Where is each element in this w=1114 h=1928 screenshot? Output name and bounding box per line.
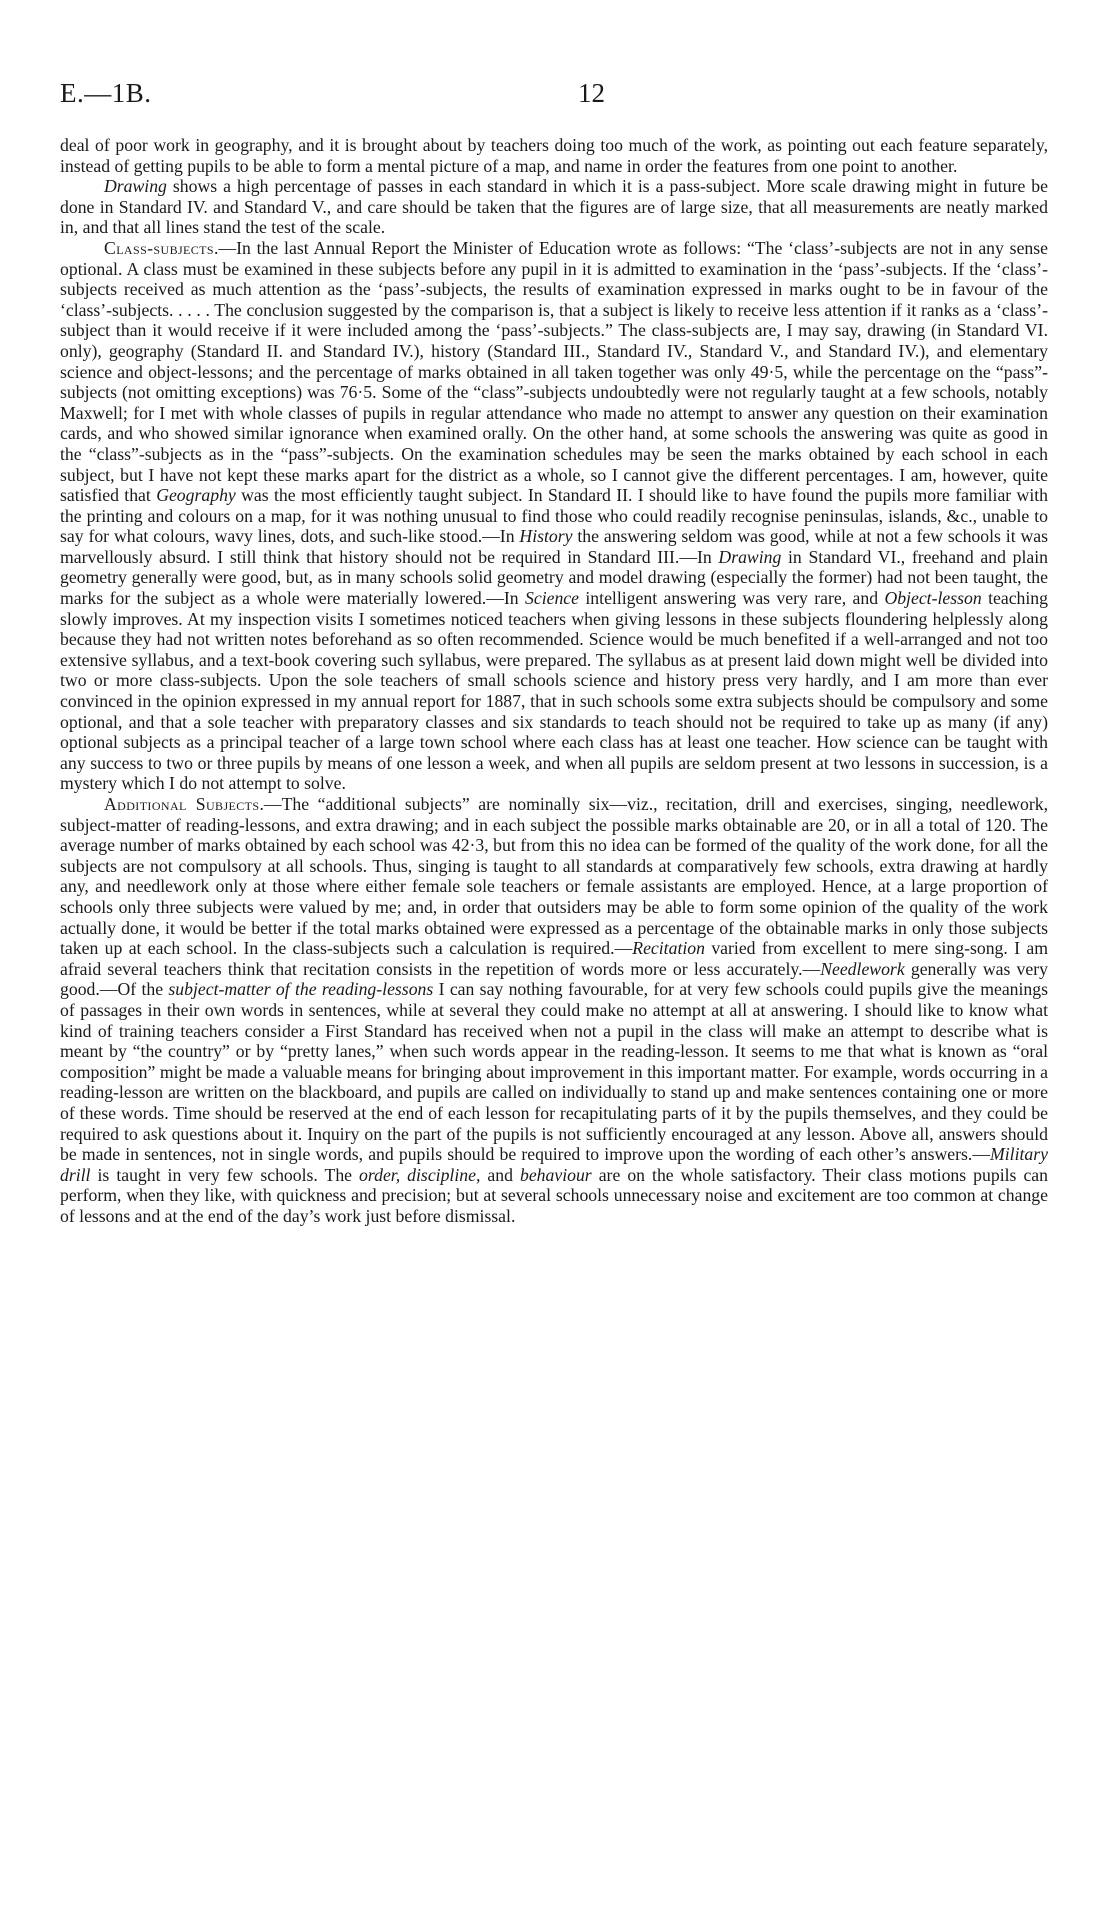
text-run: .—In the last Annual Report the Minister of Education wrote as follows: “The ‘class’-subjects are not in any sense optional. A class must be examined in these subjects before any pupil in it is admitted to examination in the ‘pass’-subjects. If the ‘class’-subjects received as much attention as the ‘pass’-subjects, the results of examination expressed in marks ought to be in favour of the ‘class’-subjects. . . . . The conclusion suggested by the comparison is, that a subject is likely to receive less attention if it ranks as a ‘class’-subject than it would receive if it were included among the ‘pass’-subjects.” The class-subjects are, I may say, drawing (in Standard VI. only), geography (Standard II. and Standard IV.), history (Standard III., Standard IV., Standard V., and Standard IV.), and elementary science and object-lessons; and the percentage of marks obtained in all taken together was only 49·5, while the percentage on the “pass”-subjects (not omitting exceptions) was 76·5. Some of the “class”-subjects undoubtedly were not regularly taught at a few schools, notably Maxwell; for I met with whole classes of pupils in regular attendance who made no attempt to answer any question on their examination cards, and who showed similar ignorance when examined orally. On the other hand, at some schools the answering was quite as good in the “class”-subjects as in the “pass”-subjects. On the examination schedules may be seen the marks obtained by each school in each subject, but I have not kept these marks apart for the district as a whole, so I cannot give the different percentages. I am, however, quite satisfied that — [60, 237, 1048, 506]
text-run: teaching slowly improves. At my inspection visits I sometimes noticed teachers when giving lessons in these subjects floundering helplessly along because they had not written notes beforehand as so often recommended. Science would be much benefited if a well-arranged and not too extensive syllabus, and a text-book covering such syllabus, were prepared. The syllabus as at present laid down might well be divided into two or more class-subjects. Upon the sole teachers of small schools science and history press very hardly, and I am more than ever convinced in the opinion expressed in my annual report for 1887, that in such schools some extra subjects should be compulsory and some optional, and that a sole teacher with preparatory classes and six standards to teach should not be required to take up as many (if any) optional subjects as a principal teacher of a large town school where each class has at least one teacher. How science can be taught with any success to two or three pupils by means of one lesson a week, and when all pupils are seldom present at two lessons in succession, is a mystery which I do not attempt to solve. — [60, 588, 1048, 794]
italic-term: Drawing — [718, 546, 782, 567]
page-number: 12 — [578, 78, 605, 108]
italic-term: behaviour — [519, 1164, 592, 1185]
text-run: varied from excellent to mere sing-song. I am afraid several teachers think that recitation consists in the repetition of words more or less accurately.— — [60, 938, 1048, 979]
text-run: intelligent answering was very rare, and — [579, 588, 885, 609]
italic-term: order, discipline, — [359, 1164, 481, 1185]
text-run: and — [480, 1164, 520, 1185]
text-run: is taught in very few schools. The — [90, 1164, 360, 1185]
italic-term: Geography — [156, 485, 236, 506]
italic-term: Needlework — [820, 958, 905, 979]
italic-term: History — [519, 526, 573, 547]
section-heading: Additional Subjects — [104, 794, 260, 814]
italic-term: Science — [525, 588, 580, 609]
document-identifier: E.—1B. — [60, 78, 152, 108]
italic-term: Drawing — [104, 176, 167, 197]
text-run: in Standard VI., freehand and plain geometry generally were good, but, as in many schools solid geometry and model drawing (especially the former) had not been taught, the marks for the subject as a whole were materially lowered.—In — [60, 546, 1048, 609]
text-run: was the most efficiently taught subject. In Standard II. I should like to have found the pupils more familiar with the printing and colours on a map, for it was nothing unusual to find those who could readily recognise peninsulas, islands, &c., unable to say for what colours, wavy lines, dots, and such-like stood.—In — [60, 485, 1048, 547]
italic-term: Object-lesson — [884, 588, 982, 609]
paragraph-geography-continued — [60, 135, 1048, 176]
body-text — [60, 135, 1048, 1226]
paragraph-additional-subjects — [60, 794, 1048, 1226]
text-run: are on the whole satisfactory. Their class motions pupils can perform, when they like, with quickness and precision; but at several schools unnecessary noise and excitement are too common at change of lessons and at the end of the day’s work just before dismissal. — [60, 1164, 1048, 1226]
italic-term: Recitation — [632, 938, 705, 959]
text-run: generally was very good.—Of the — [60, 958, 1048, 1000]
text-run: .—The “additional subjects” are nominally six—viz., recitation, drill and exercises, singing, needlework, subject-matter of reading-lessons, and extra drawing; and in each subject the possible marks obtainable are 20, or in all a total of 120. The average number of marks obtained by each school was 42·3, but from this no idea can be formed of the quality of the work done, for all the subjects are not compulsory at all schools. Thus, singing is taught to all standards at comparatively few schools, extra drawing at hardly any, and needlework only at those where either female sole teachers or female assistants are employed. Hence, at a large proportion of schools only three subjects were valued by me; and, in order that outsiders may be able to form some opinion of the quality of the work actually done, it would be better if the total marks obtained were expressed as a percentage of the obtainable marks in only those subjects taken up at each school. In the class-subjects such a calculation is required.— — [60, 794, 1048, 959]
text-run: the answering seldom was good, while at not a few schools it was marvellously absurd. I still think that history should not be required in Standard III.—In — [60, 526, 1048, 567]
paragraph-class-subjects — [60, 238, 1048, 794]
italic-term: subject-matter of the reading-lessons — [168, 979, 434, 1000]
page-header — [60, 78, 1060, 118]
italic-term: Military drill — [60, 1144, 1048, 1185]
section-heading: Class-subjects — [104, 237, 214, 258]
text-run: shows a high percentage of passes in each standard in which it is a pass-subject. More scale drawing might in future be done in Standard IV. and Standard V., and care should be taken that the figures are of large size, that all measurements are neatly marked in, and that all lines stand the test of the scale. — [60, 176, 1048, 238]
paragraph-drawing — [60, 176, 1048, 238]
text-run: deal of poor work in geography, and it is brought about by teachers doing too much of the work, as pointing out each feature separately, instead of getting pupils to be able to form a mental picture of a map, and name in order the features from one point to another. — [60, 135, 1048, 176]
text-run: I can say nothing favourable, for at very few schools could pupils give the meanings of passages in their own words in sentences, while at several they could make no attempt at all at answering. I should like to know what kind of training teachers consider a First Standard has received when not a pupil in the class will make an attempt to describe what is meant by “the country” or by “pretty lanes,” when such words appear in the reading-lesson. It seems to me that what is known as “oral composition” might be made a valuable means for bringing about improvement in this important matter. For example, words occurring in a reading-lesson are written on the blackboard, and pupils are called on individually to stand up and make sentences containing one or more of these words. Time should be reserved at the end of each lesson for recapitulating parts of it by the pupils themselves, and they could be required to ask questions about it. Inquiry on the part of the pupils is not sufficiently encouraged at any lesson. Above all, answers should be made in sentences, not in single words, and pupils should be required to improve upon the wording of each other’s answers.— — [60, 979, 1048, 1165]
